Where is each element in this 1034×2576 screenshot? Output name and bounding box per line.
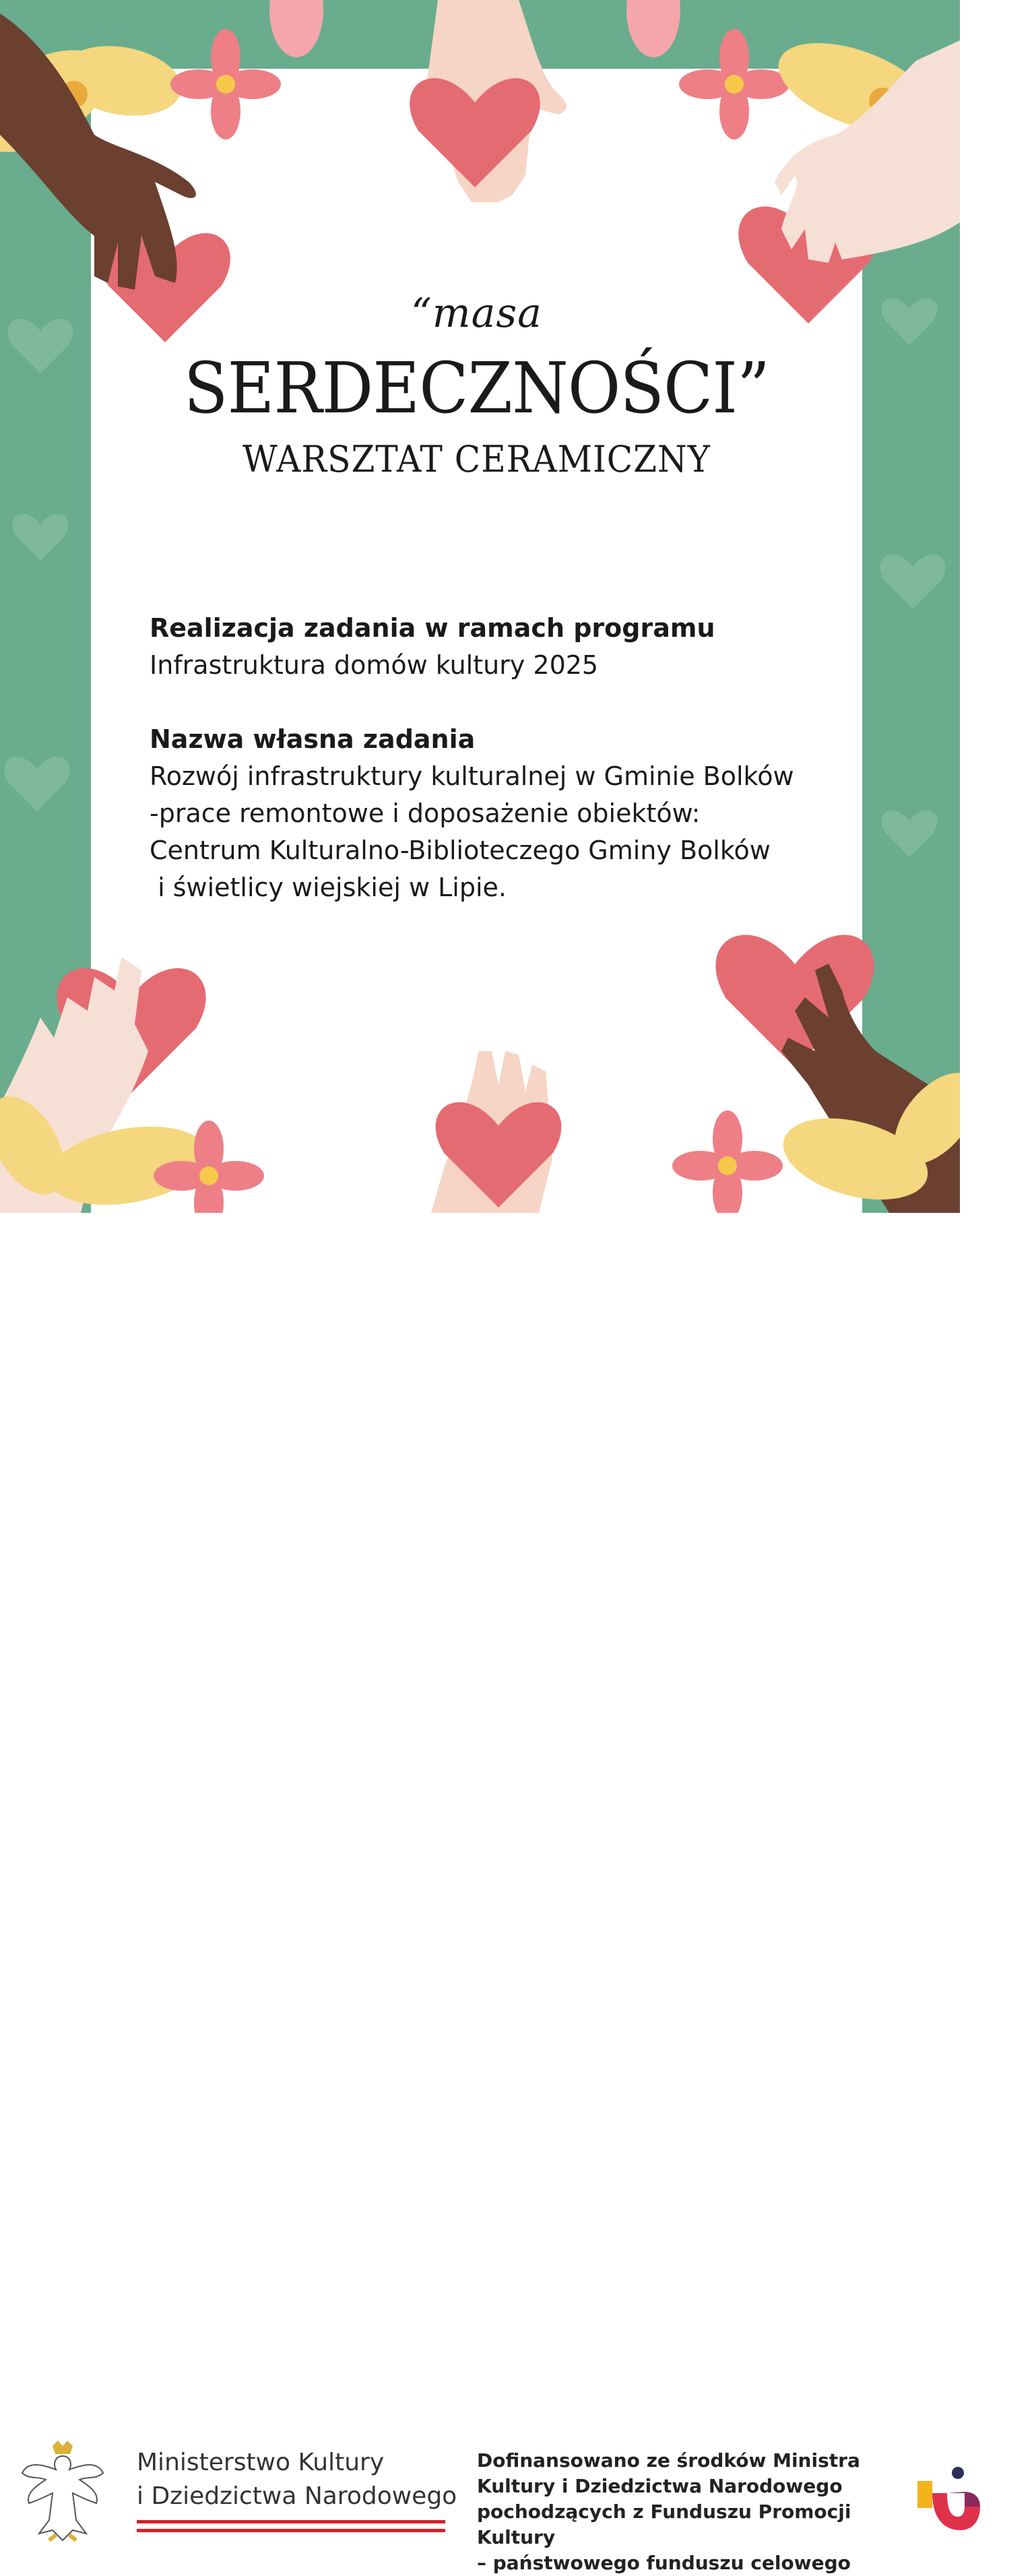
right-margin xyxy=(960,0,1034,1213)
title-small: “masa xyxy=(411,290,542,337)
funding-line: Kultury i Dziedzictwa Narodowego xyxy=(477,2475,843,2497)
ministry-line1: Ministerstwo Kultury xyxy=(137,2449,385,2476)
eagle-emblem xyxy=(19,2439,106,2547)
flower-icon xyxy=(672,1110,783,1213)
title-main: SERDECZNOŚCI” xyxy=(183,347,770,429)
ministry-line2: i Dziedzictwa Narodowego xyxy=(137,2482,457,2510)
task-line: Centrum Kulturalno-Biblioteczego Gminy Bolków xyxy=(150,836,771,865)
program-value: Infrastruktura domów kultury 2025 xyxy=(150,650,599,680)
flower-icon xyxy=(679,29,789,139)
body-text xyxy=(150,610,823,906)
ministry-name xyxy=(137,2446,457,2513)
footer xyxy=(0,1213,1034,2574)
decoration-layer xyxy=(0,0,960,1213)
funding-line: – państwowego funduszu celowego xyxy=(477,2552,851,2574)
fpk-logo xyxy=(916,2466,983,2540)
task-line: i świetlicy wiejskiej w Lipie. xyxy=(150,873,507,902)
ministry-stripe xyxy=(137,2529,445,2532)
flower-icon xyxy=(170,29,281,139)
poster xyxy=(0,0,960,1213)
task-line: Rozwój infrastruktury kulturalnej w Gminie Bolków xyxy=(150,761,794,791)
funding-statement xyxy=(477,2448,915,2576)
task-label: Nazwa własna zadania xyxy=(150,724,476,754)
funding-line: pochodzących z Funduszu Promocji Kultury xyxy=(477,2501,851,2548)
funding-line: Dofinansowano ze środków Ministra xyxy=(477,2449,860,2472)
subtitle: WARSZTAT CERAMICZNY xyxy=(243,438,711,480)
task-line: -prace remontowe i doposażenie obiektów: xyxy=(150,798,701,828)
program-label: Realizacja zadania w ramach programu xyxy=(150,613,715,643)
ministry-stripe xyxy=(137,2520,445,2523)
